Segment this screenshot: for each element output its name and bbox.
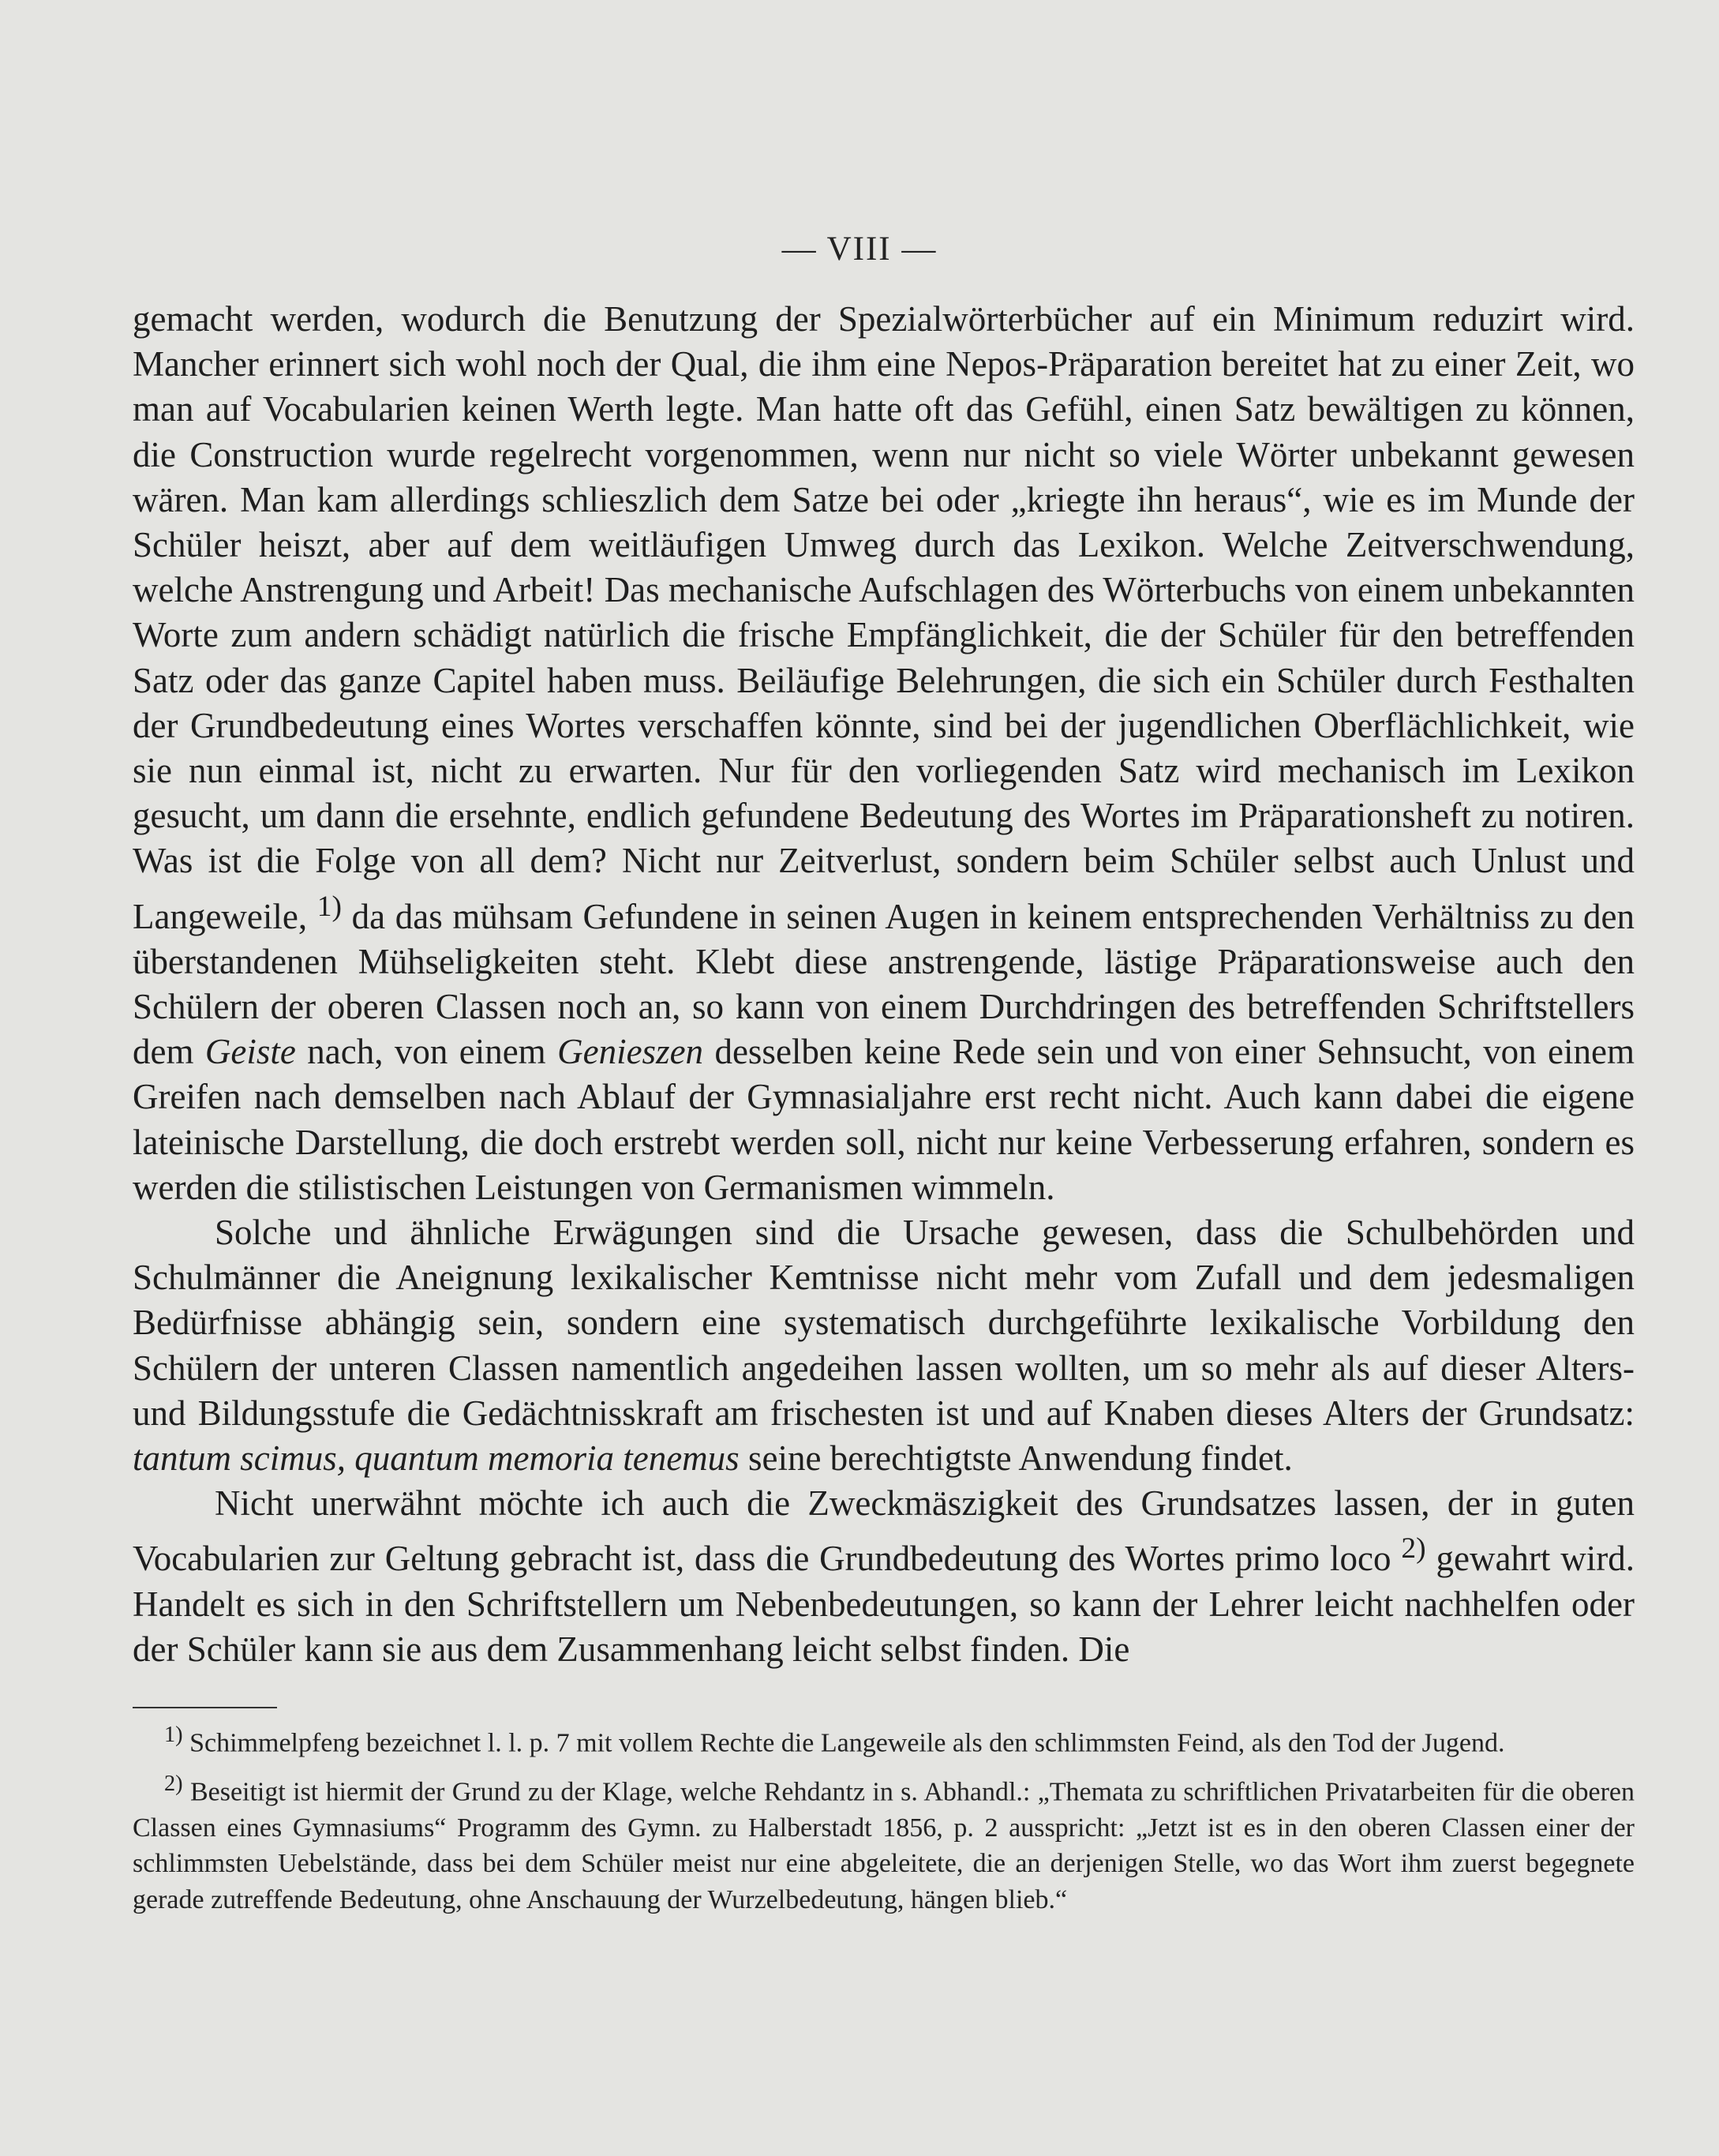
italic-geiste: Geiste xyxy=(204,1032,296,1072)
footnote-1-marker: 1) xyxy=(164,1723,183,1747)
footnote-ref-2: 2) xyxy=(1401,1532,1426,1565)
paragraph-1-text: gemacht werden, wodurch die Benutzung der Spezialwörterbücher auf ein Minimum reduzirt wird. Mancher erinnert sich wohl noch der Qual, die ihm eine Nepos-Präparation bereitet hat zu einer Zeit, wo man auf Vocabularien keinen Werth legte. Man hatte oft das Gefühl, einen Satz bewältigen zu können, die Construction wurde regelrecht vorgenommen, wenn nur nicht so viele Wörter unbekannt gewesen wären. Man kam allerdings schlieszlich dem Satze bei oder „kriegte ihn heraus“, wie es im Munde der Schüler heiszt, aber auf dem weitläufigen Umweg durch das Lexikon. Welche Zeitverschwendung, welche Anstrengung und Arbeit! Das mechanische Aufschlagen des Wörterbuchs von einem unbekannten Worte zum andern schädigt natürlich die frische Empfänglichkeit, die der Schüler für den betreffenden Satz oder das ganze Capitel haben muss. Beiläufige Belehrungen, die sich ein Schüler durch Festhalten der Grundbedeutung eines Wortes verschaffen könnte, sind bei der jugendlichen Oberflächlichkeit, wie sie nun einmal ist, nicht zu erwarten. Nur für den vorliegenden Satz wird mechanisch im Lexikon gesucht, um dann die ersehnte, endlich gefundene Bedeutung des Wortes im Präparationsheft zu notiren. Was ist die Folge von all dem? Nicht nur Zeitverlust, sondern beim Schüler selbst auch Unlust und Langeweile, xyxy=(133,299,1635,936)
italic-latin-quote: tantum scimus, quantum memoria tenemus xyxy=(133,1438,740,1479)
footnote-2 xyxy=(133,1766,1635,1918)
footnote-1-text: Schimmelpfeng bezeichnet l. l. p. 7 mit vollem Rechte die Langeweile als den schlimmsten Feind, als den Tod der Jugend. xyxy=(189,1728,1505,1758)
footnote-2-marker: 2) xyxy=(164,1771,183,1796)
paragraph-2-text: Solche und ähnliche Erwägungen sind die Ursache gewesen, dass die Schulbehörden und Schulmänner die Aneignung lexikalischer Kemtnisse nicht mehr vom Zufall und dem jedesmaligen Bedürfnisse abhängig sein, sondern eine systematisch durchgeführte lexikalische Vorbildung den Schülern der unteren Classen namentlich angedeihen lassen wollten, um so mehr als auf dieser Alters- und Bildungsstufe die Gedächtnisskraft am frischesten ist und auf Knaben dieses Alters der Grundsatz: xyxy=(133,1213,1635,1433)
paragraph-1-text-mid: nach, von einem xyxy=(295,1032,558,1072)
italic-genieszen: Genieszen xyxy=(557,1032,704,1072)
footnote-divider xyxy=(133,1707,277,1708)
paragraph-2 xyxy=(133,1210,1635,1481)
paragraph-1-text-end: desselben keine Rede sein und von einer Sehnsucht, von einem Greifen nach demselben nach Ablauf der Gymnasialjahre erst recht nicht. Auch kann dabei die eigene lateinische Darstellung, die doch erstrebt werden soll, nicht nur keine Verbesserung erfahren, sondern es werden die stilistischen Leistungen von Germanismen wimmeln. xyxy=(133,1032,1635,1207)
paragraph-1-text-after-ref: da das mühsam Gefundene in seinen Augen in keinem entsprechenden Verhältniss zu den überstandenen Mühseligkeiten steht. Klebt diese anstrengende, lästige Präparationsweise auch den Schülern der oberen Classen noch an, so kann von einem Durchdringen des betreffenden Schriftstellers dem xyxy=(133,896,1635,1072)
footnote-2-text: Beseitigt ist hiermit der Grund zu der Klage, welche Rehdantz in s. Abhandl.: „Themata zu schriftlichen Privatarbeiten für die oberen Classen eines Gymnasiums“ Programm des Gymn. zu Halberstadt 1856, p. 2 ausspricht: „Jetzt ist es in den oberen Classen einer der schlimmsten Uebelstände, dass bei dem Schüler meist nur eine abgeleitete, die an derjenigen Stelle, wo das Wort ihm zuerst begegnete gerade zutreffende Bedeutung, ohne Anschauung der Wurzelbedeutung, hängen blieb.“ xyxy=(133,1777,1635,1914)
footnote-1 xyxy=(133,1717,1635,1761)
main-text xyxy=(133,297,1635,1672)
paragraph-3-text-end: gewahrt wird. Handelt es sich in den Schriftstellern um Nebenbedeutungen, so kann der Lehrer leicht nachhelfen oder der Schüler kann sie aus dem Zusammenhang leicht selbst finden. Die xyxy=(133,1539,1635,1669)
paragraph-3-text: Nicht unerwähnt möchte ich auch die Zweckmäszigkeit des Grundsatzes lassen, der in guten Vocabularien zur Geltung gebracht ist, dass die Grundbedeutung des Wortes primo loco xyxy=(133,1483,1635,1579)
paragraph-3 xyxy=(133,1481,1635,1672)
paragraph-2-text-end: seine berechtigtste Anwendung findet. xyxy=(739,1438,1293,1479)
footnote-ref-1: 1) xyxy=(316,890,343,923)
footnotes xyxy=(133,1717,1635,1922)
page-number: — VIII — xyxy=(781,231,938,268)
paragraph-1 xyxy=(133,297,1635,1210)
